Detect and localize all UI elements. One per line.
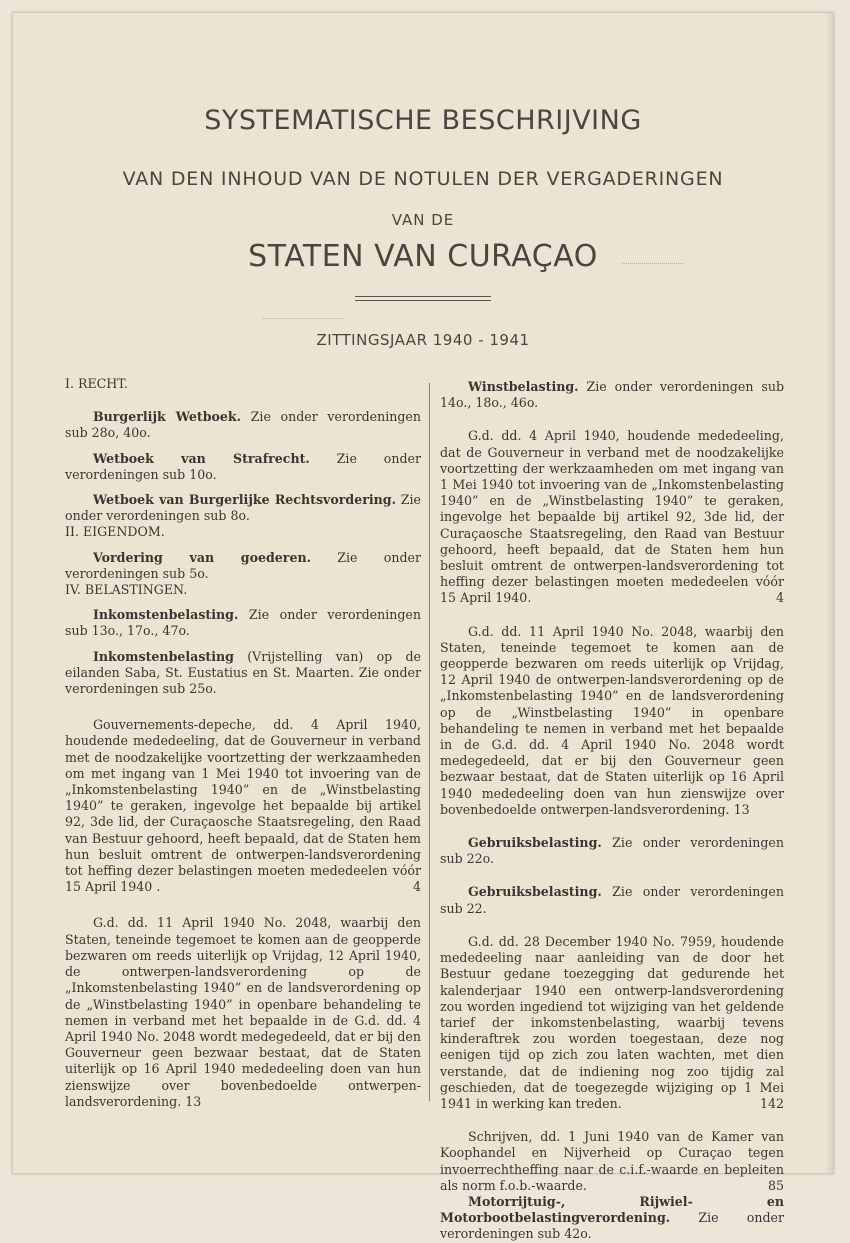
index-entry [65, 492, 421, 524]
entry-title: Gebruiksbelasting. [468, 835, 602, 851]
page-reference: 85 [767, 1177, 784, 1193]
entry-text: G.d. dd. 11 April 1940 No. 2048, waarbij den Staten, teneinde tegemoet te komen aan de geopperde bezwaren om reeds uiterlijk op Vrijdag, 12 April 1940, de ontwerpen-landsverordening op de „Inkomstenbelasting 1940” en de landsverordening op de „Winstbelasting 1940” in openbare behandeling te nemen in verband met het bepaalde in de G.d. dd. 4 April 1940 No. 2048 wordt medegedeeld, dat er bij den Gouverneur geen bezwaar bestaat, dat de Staten uiterlijk op 16 April 1940 mededeeling doen van hun zienswijze over bovenbedoelde ontwerpen-landsverordening. [65, 915, 421, 1109]
right-column [440, 379, 784, 1243]
document-page [12, 12, 834, 1242]
entry-text: Zie onder verordeningen sub 14o., 18o., 46o. [440, 379, 784, 411]
title-rule-bottom [355, 300, 491, 301]
document-title: SYSTEMATISCHE BESCHRIJVING [204, 105, 642, 136]
index-entry [440, 428, 784, 606]
page-reference: 4 [412, 879, 421, 895]
entry-text: Zie onder verordeningen sub 5o. [65, 549, 422, 581]
entry-text: Zie onder verordeningen sub 22o. [440, 835, 784, 867]
page-reference: 4 [775, 590, 784, 606]
session-year: ZITTINGSJAAR 1940 - 1941 [316, 331, 530, 349]
entry-title: Inkomstenbelasting. [93, 607, 239, 623]
index-entry [440, 934, 784, 1112]
entry-title: Gebruiksbelasting. [468, 884, 602, 900]
entry-title: Winstbelasting. [468, 379, 579, 394]
entry-text: Gouvernements-depeche, dd. 4 April 1940, houdende mededeeling, dat de Gouverneur in verband met de noodzakelijke voortzetting der werkzaamheden om met ingang van 1 Mei 1940 tot invoering van de „Inkomstenbelasting 1940” en de „Winstbelasting 1940” te geraken, ingevolge het bepaalde bij artikel 92, 3de lid, der Curaçaosche Staatsregeling, den Raad van Bestuur gehoord, heeft bepaald, dat de Staten hem hun besluit omtrent de ontwerpen-landsverordening tot heffing dezer belastingen moeten mededeelen vóór 15 April 1940 . [65, 717, 421, 895]
index-entry [440, 835, 784, 867]
index-entry [440, 1194, 784, 1243]
index-entry [65, 409, 421, 441]
entry-title: Wetboek van Strafrecht. [93, 450, 310, 466]
index-entry [440, 884, 784, 916]
index-entry [65, 717, 421, 895]
index-entry [65, 550, 421, 582]
page-reference: 13 [733, 801, 750, 817]
entry-title: Inkomstenbelasting [93, 648, 234, 664]
index-entry [65, 649, 421, 698]
entry-text: Zie onder verordeningen sub 13o., 17o., 47o. [65, 607, 421, 639]
page-reference: 13 [185, 1093, 202, 1109]
entry-title: Burgerlijk Wetboek. [93, 409, 242, 425]
index-entry [440, 379, 784, 411]
index-entry [440, 1129, 784, 1194]
column-divider [429, 383, 430, 1101]
index-entry [440, 624, 784, 818]
page-reference: 142 [759, 1095, 784, 1111]
document-van-de: VAN DE [391, 211, 455, 229]
document-staten-heading: STATEN VAN CURAÇAO [248, 239, 598, 274]
entry-text: Schrijven, dd. 1 Juni 1940 van de Kamer van Koophandel en Nijverheid op Curaçao tegen invoerrechtheffing naar de c.i.f.-waarde en bepleiten als norm f.o.b.-waarde. [440, 1129, 784, 1193]
paper-smudge [623, 263, 683, 264]
entry-text: Zie onder verordeningen sub 10o. [65, 450, 421, 482]
section-heading: IV. BELASTINGEN. [65, 582, 188, 598]
section-heading: II. EIGENDOM. [65, 524, 165, 540]
entry-text: G.d. dd. 11 April 1940 No. 2048, waarbij den Staten, teneinde tegemoet te komen aan de geopperde bezwaren om reeds uiterlijk op Vrijdag, 12 April 1940 de ontwerpen-landsverordening op de „Inkomstenbelasting 1940” en de landsverordening op de „Winstbelasting 1940” in openbare behandeling te nemen in verband met het bepaalde in de G.d. dd. 4 April 1940 No. 2048 wordt medegedeeld, dat er bij den Gouverneur geen bezwaar bestaat, dat de Staten uiterlijk op 16 April 1940 mededeeling doen van hun zienswijze over bovenbedoelde ontwerpen-landsverordening. [440, 623, 784, 817]
left-column [65, 376, 421, 1110]
index-entry [65, 607, 421, 639]
index-entry [65, 915, 421, 1109]
entry-text: Zie onder verordeningen sub 28o, 40o. [65, 409, 421, 441]
section-heading: I. RECHT. [65, 376, 128, 391]
entry-text: Zie onder verordeningen sub 42o. [440, 1210, 784, 1242]
paper-smudge [263, 318, 343, 319]
entry-title: Motorrijtuig-, Rijwiel- en Motorbootbelastingverordening. [440, 1193, 784, 1226]
title-rule-top [355, 296, 491, 297]
entry-text: G.d. dd. 4 April 1940, houdende mededeeling, dat de Gouverneur in verband met de noodzakelijke voortzetting der werkzaamheden om met ingang van 1 Mei 1940 tot invoering van de „Inkomstenbelasting 1940” en de „Winstbelasting 1940” te geraken, ingevolge het bepaalde bij artikel 92, 3de lid, der Curaçaosche Staatsregeling, den Raad van Bestuur gehoord, heeft bepaald, dat de Staten hem hun besluit omtrent de ontwerpen-landsverordening tot heffing dezer belastingen moeten mededeelen vóór 15 April 1940. [440, 428, 784, 606]
document-subtitle: VAN DEN INHOUD VAN DE NOTULEN DER VERGADERINGEN [122, 168, 724, 190]
entry-text: G.d. dd. 28 December 1940 No. 7959, houdende mededeeling naar aanleiding van de door het Bestuur gedane toezegging dat gedurende het kalenderjaar 1940 een ontwerp-landsverordening zou worden ingediend tot wijziging van het geldende tarief der inkomstenbelasting, waarbij tevens kinderaftrek zou worden toegestaan, deze nog eenigen tijd op zich zou laten wachten, met dien verstande, dat de indiening nog zoo tijdig zal geschieden, dat de toegezegde wijziging op 1 Mei 1941 in werking kan treden. [440, 933, 784, 1111]
entry-text: (Vrijstelling van) op de eilanden Saba, St. Eustatius en St. Maarten. Zie onder verordeningen sub 25o. [65, 648, 421, 697]
entry-title: Vordering van goederen. [93, 549, 312, 565]
entry-text: Zie onder verordeningen sub 8o. [65, 492, 421, 524]
entry-title: Wetboek van Burgerlijke Rechtsvordering. [93, 492, 396, 508]
index-entry [65, 451, 421, 483]
entry-text: Zie onder verordeningen sub 22. [440, 884, 784, 916]
